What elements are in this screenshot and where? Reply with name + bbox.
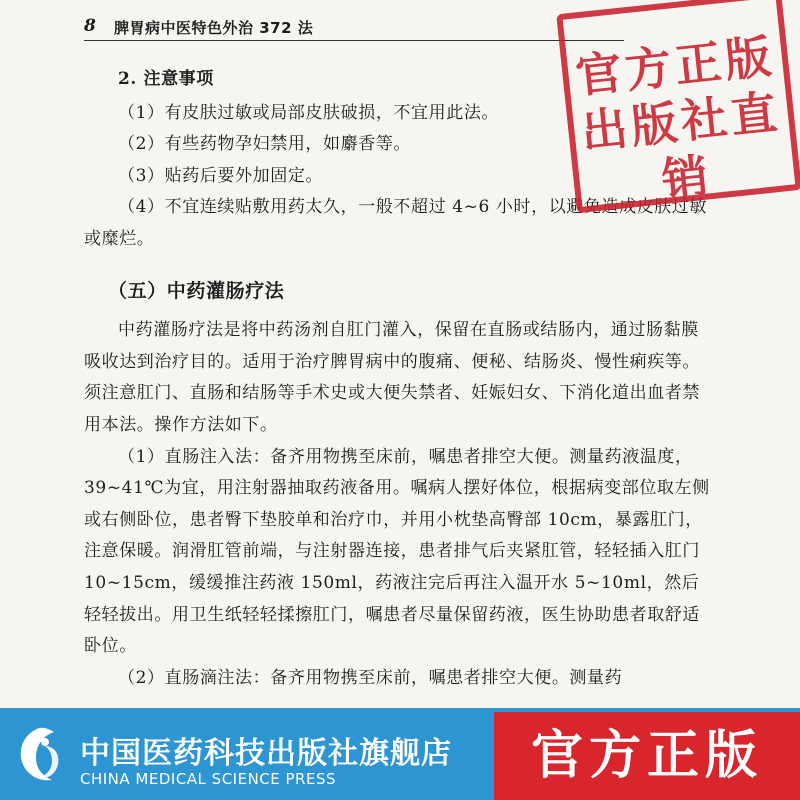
book-title: 脾胃病中医特色外治 372 法 xyxy=(114,19,314,37)
stamp-line-1: 官方正版 xyxy=(572,28,778,104)
note-item-1: （1）有皮肤过敏或局部皮肤破损，不宜用此法。 xyxy=(118,102,500,123)
note-item-3: （3）贴药后要外加固定。 xyxy=(118,165,324,186)
section-heading: （五）中药灌肠疗法 xyxy=(108,279,285,302)
store-banner[interactable] xyxy=(0,708,800,800)
page-number: 8 xyxy=(84,16,96,36)
official-stamp xyxy=(556,0,800,213)
official-badge: 官方正版 xyxy=(494,712,800,800)
publisher-logo-icon xyxy=(12,724,66,786)
note-item-4: （4）不宜连续贴敷用药太久，一般不超过 4~6 小时，以避免造成皮肤过敏或糜烂。 xyxy=(84,197,708,249)
section-intro: 中药灌肠疗法是将中药汤剂自肛门灌入，保留在直肠或结肠内，通过肠黏膜吸收达到治疗目的。适用于治疗脾胃病中的腹痛、便秘、结肠炎、慢性痢疾等。须注意肛门、直肠和结肠等手术史或大便失禁者、妊娠妇女、下消化道出血者禁用本法。操作方法如下。 xyxy=(84,320,700,435)
publisher-name-en: CHINA MEDICAL SCIENCE PRESS xyxy=(80,770,337,788)
stamp-line-2: 出版社直销 xyxy=(578,84,784,208)
notes-heading: 2. 注意事项 xyxy=(118,69,214,89)
publisher-name-cn: 中国医药科技出版社旗舰店 xyxy=(80,736,452,771)
note-item-2: （2）有些药物孕妇禁用，如麝香等。 xyxy=(118,134,412,155)
method-1-paragraph: （1）直肠注入法：备齐用物携至床前，嘱患者排空大便。测量药液温度，39~41℃为宜，用注射器抽取药液备用。嘱病人摆好体位，根据病变部位取左侧或右侧卧位，患者臀下垫胶单和治疗巾，并用小枕垫高臀部 10cm，暴露肛门，注意保暖。润滑肛管前端，与注射器连接，患者排气后夹紧肛管，轻轻插入肛门 10~15cm，缓缓推注药液 150ml，药液注完后再注入温开水 5~10ml，然后轻轻拔出。用卫生纸轻轻揉擦肛门，嘱患者尽量保留药液，医生协助患者取舒适卧位。 xyxy=(84,446,710,657)
running-header xyxy=(84,8,624,41)
method-2-paragraph: （2）直肠滴注法：备齐用物携至床前，嘱患者排空大便。测量药 xyxy=(118,667,623,688)
